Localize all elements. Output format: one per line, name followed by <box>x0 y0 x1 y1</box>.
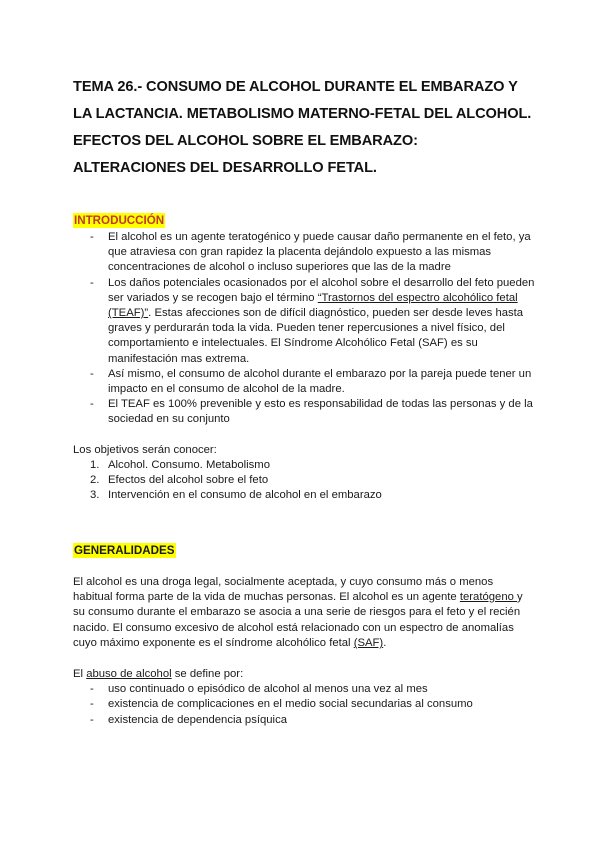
intro-item-1: - El alcohol es un agente teratogénico y puede causar daño permanente en el feto, ya que atraviesa con gran rapidez la placenta dejándolo expuesto a las mismas concentraciones de alcohol o incluso superiores que las de la madre <box>73 230 548 276</box>
general-p1-text-a: El alcohol es una droga legal, socialmente aceptada, y cuyo consumo más o menos habitual forma parte de la vida de muchas personas. El alcohol es un agente <box>73 575 494 604</box>
intro-item-2-text-a: Los daños potenciales ocasionados por el alcohol sobre el desarrollo del feto pueden ser variados y se recogen bajo el término <box>108 276 535 304</box>
saf-term: (SAF) <box>353 637 384 650</box>
objectives-lead: Los objetivos serán conocer: <box>73 443 217 456</box>
objective-number: 1. <box>90 459 100 472</box>
general-p1-text-b: y su consumo durante el embarazo se asocia a una serie de riesgos para el feto y el recién nacido. El consumo excesivo de alcohol está relacionado con un espectro de anomalías cuyo máximo exponente es el síndrome alcohólico fetal <box>73 591 523 650</box>
general-paragraph-1 <box>73 575 533 652</box>
intro-item-4: - El TEAF es 100% prevenible y esto es responsabilidad de todas las personas y de la sociedad en su conjunto <box>73 397 548 427</box>
general-p2-text-a: El <box>73 667 87 680</box>
section-heading-introduccion: INTRODUCCIÓN <box>74 214 165 227</box>
intro-item-3: - Así mismo, el consumo de alcohol durante el embarazo por la pareja puede tener un impacto en el consumo de alcohol de la madre. <box>73 367 548 397</box>
intro-list <box>73 230 533 428</box>
abuso-term: abuso de alcohol <box>86 667 172 680</box>
teaf-term-link: “Trastornos del espectro alcohólico fetal (TEAF)” <box>108 291 518 320</box>
general-p1-text-c: . <box>383 637 387 650</box>
intro-item-2-text-b: . Estas afecciones son de difícil diagnóstico, pueden ser desde leves hasta graves y perdurarán toda la vida. Pueden tener repercusiones a nivel físico, del comportamiento e intelectuales. El Síndrome Alcohólico Fetal (SAF) es su manifestación mas extrema. <box>108 307 524 365</box>
abuse-criteria-list <box>73 682 533 728</box>
objective-number: 3. <box>90 489 100 502</box>
document-title: TEMA 26.- CONSUMO DE ALCOHOL DURANTE EL EMBARAZO Y LA LACTANCIA. METABOLISMO MATERNO-FETAL DEL ALCOHOL. EFECTOS DEL ALCOHOL SOBRE EL EMBARAZO: ALTERACIONES DEL DESARROLLO FETAL. <box>73 79 532 176</box>
abuse-criteria-item: - uso continuado o episódico de alcohol al menos una vez al mes <box>73 682 548 697</box>
general-paragraph-2 <box>73 667 533 682</box>
objective-text: Intervención en el consumo de alcohol en el embarazo <box>108 489 382 502</box>
document-page <box>73 74 533 728</box>
objective-text: Alcohol. Consumo. Metabolismo <box>108 459 270 472</box>
section-heading-generalidades: GENERALIDADES <box>74 543 175 557</box>
abuse-criteria-item: - existencia de complicaciones en el medio social secundarias al consumo <box>73 697 548 712</box>
objectives-list <box>73 458 533 504</box>
teratogeno-term: teratógeno <box>459 591 518 604</box>
general-p2-text-b: se define por: <box>171 667 244 680</box>
objective-text: Efectos del alcohol sobre el feto <box>108 474 269 487</box>
objective-item <box>73 458 533 473</box>
objective-number: 2. <box>90 474 100 487</box>
abuse-criteria-item: - existencia de dependencia psíquica <box>73 713 548 728</box>
objective-item <box>73 473 533 488</box>
intro-item-2 <box>73 276 548 367</box>
objective-item <box>73 488 533 503</box>
